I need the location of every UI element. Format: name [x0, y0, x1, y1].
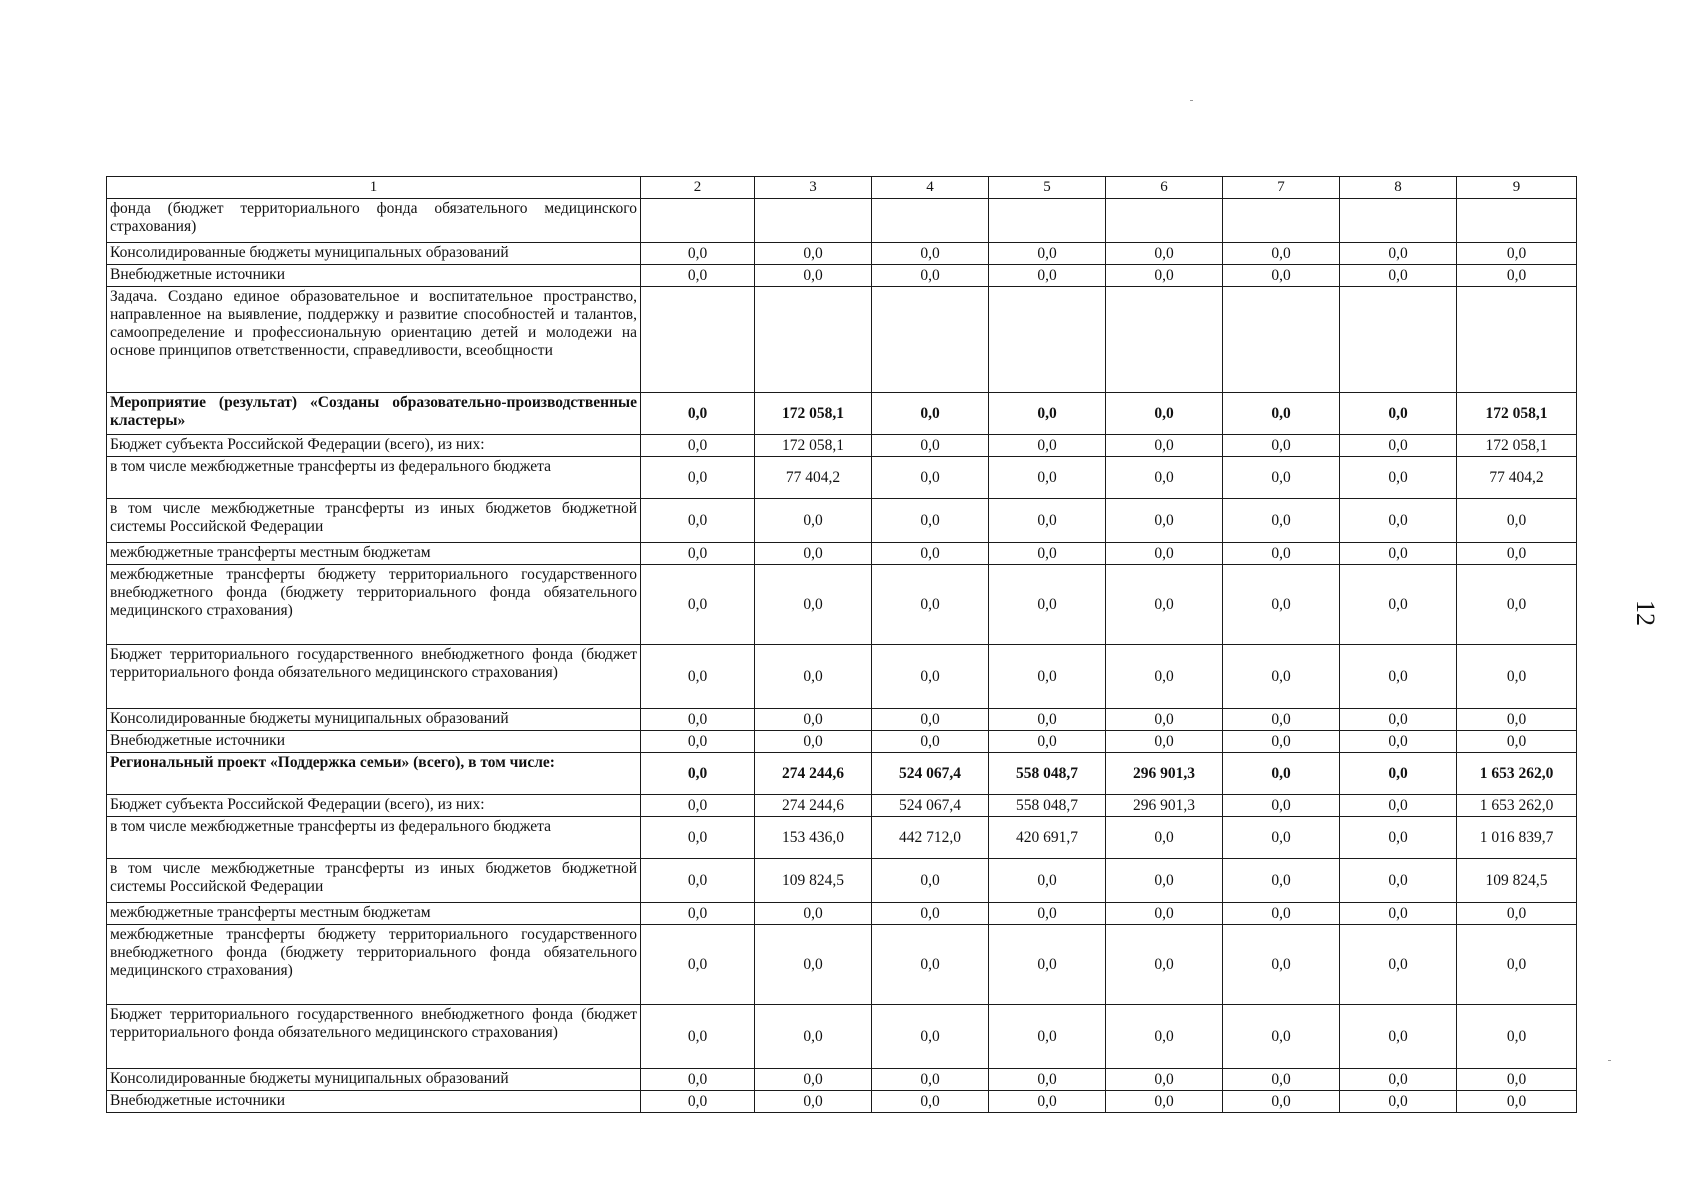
row-label: межбюджетные трансферты местным бюджетам: [107, 543, 641, 565]
value-cell-col-4: 0,0: [872, 265, 989, 287]
value-cell-col-5: 0,0: [989, 1005, 1106, 1069]
value-cell-col-7: 0,0: [1223, 565, 1340, 645]
column-number: 6: [1106, 177, 1223, 199]
value-cell-col-7: 0,0: [1223, 393, 1340, 435]
value-cell-col-2: 0,0: [641, 795, 755, 817]
value-cell-col-4: 0,0: [872, 859, 989, 903]
value-cell-col-4: 0,0: [872, 1069, 989, 1091]
row-label: в том числе межбюджетные трансферты из иных бюджетов бюджетной системы Российской Федерации: [107, 499, 641, 543]
value-cell-col-5: 0,0: [989, 731, 1106, 753]
value-cell-col-7: [1223, 287, 1340, 393]
value-cell-col-6: 296 901,3: [1106, 795, 1223, 817]
value-cell-col-6: [1106, 287, 1223, 393]
value-cell-col-7: 0,0: [1223, 731, 1340, 753]
value-cell-col-7: 0,0: [1223, 859, 1340, 903]
value-cell-col-2: 0,0: [641, 925, 755, 1005]
value-cell-col-2: 0,0: [641, 1091, 755, 1113]
value-cell-col-6: 0,0: [1106, 1005, 1223, 1069]
value-cell-col-9: 0,0: [1457, 499, 1577, 543]
value-cell-col-4: 0,0: [872, 393, 989, 435]
value-cell-col-6: 0,0: [1106, 393, 1223, 435]
value-cell-col-5: 0,0: [989, 859, 1106, 903]
value-cell-col-3: 172 058,1: [755, 393, 872, 435]
value-cell-col-4: 0,0: [872, 499, 989, 543]
value-cell-col-6: 0,0: [1106, 457, 1223, 499]
value-cell-col-6: 0,0: [1106, 925, 1223, 1005]
row-label: Бюджет субъекта Российской Федерации (всего), из них:: [107, 795, 641, 817]
value-cell-col-6: [1106, 199, 1223, 243]
value-cell-col-3: 0,0: [755, 565, 872, 645]
value-cell-col-4: 524 067,4: [872, 753, 989, 795]
value-cell-col-2: 0,0: [641, 457, 755, 499]
value-cell-col-8: 0,0: [1340, 435, 1457, 457]
value-cell-col-6: 0,0: [1106, 543, 1223, 565]
value-cell-col-9: 1 653 262,0: [1457, 795, 1577, 817]
value-cell-col-5: 0,0: [989, 565, 1106, 645]
row-label: Внебюджетные источники: [107, 1091, 641, 1113]
value-cell-col-9: 1 653 262,0: [1457, 753, 1577, 795]
value-cell-col-8: 0,0: [1340, 859, 1457, 903]
value-cell-col-7: 0,0: [1223, 265, 1340, 287]
table-row: [107, 795, 1577, 817]
value-cell-col-5: 0,0: [989, 925, 1106, 1005]
row-label: в том числе межбюджетные трансферты из федерального бюджета: [107, 457, 641, 499]
row-label: Бюджет субъекта Российской Федерации (всего), из них:: [107, 435, 641, 457]
row-label: межбюджетные трансферты бюджету территориального государственного внебюджетного фонда (бюджету территориального фонда обязательного медицинского страхования): [107, 565, 641, 645]
value-cell-col-5: [989, 287, 1106, 393]
value-cell-col-7: 0,0: [1223, 903, 1340, 925]
value-cell-col-4: [872, 199, 989, 243]
value-cell-col-5: [989, 199, 1106, 243]
scan-speck: [1190, 100, 1193, 101]
value-cell-col-9: 0,0: [1457, 1091, 1577, 1113]
value-cell-col-6: 0,0: [1106, 243, 1223, 265]
value-cell-col-6: 0,0: [1106, 859, 1223, 903]
value-cell-col-6: 0,0: [1106, 499, 1223, 543]
row-label: Региональный проект «Поддержка семьи» (всего), в том числе:: [107, 753, 641, 795]
value-cell-col-9: [1457, 199, 1577, 243]
value-cell-col-6: 0,0: [1106, 1091, 1223, 1113]
table-row: [107, 1069, 1577, 1091]
value-cell-col-2: 0,0: [641, 859, 755, 903]
table-row: [107, 435, 1577, 457]
value-cell-col-6: 0,0: [1106, 903, 1223, 925]
value-cell-col-9: 0,0: [1457, 645, 1577, 709]
table-row: [107, 393, 1577, 435]
value-cell-col-7: 0,0: [1223, 709, 1340, 731]
value-cell-col-5: 0,0: [989, 499, 1106, 543]
row-label: Задача. Создано единое образовательное и воспитательное пространство, направленное на выявление, поддержку и развитие способностей и талантов, самоопределение и профессиональную ориентацию детей и молодежи на основе принципов ответственности, справедливости, всеобщности: [107, 287, 641, 393]
value-cell-col-3: 153 436,0: [755, 817, 872, 859]
value-cell-col-5: 420 691,7: [989, 817, 1106, 859]
value-cell-col-6: 296 901,3: [1106, 753, 1223, 795]
value-cell-col-8: [1340, 287, 1457, 393]
value-cell-col-7: 0,0: [1223, 795, 1340, 817]
value-cell-col-8: 0,0: [1340, 565, 1457, 645]
value-cell-col-3: 0,0: [755, 499, 872, 543]
value-cell-col-2: 0,0: [641, 731, 755, 753]
row-label: в том числе межбюджетные трансферты из иных бюджетов бюджетной системы Российской Федерации: [107, 859, 641, 903]
value-cell-col-5: 0,0: [989, 903, 1106, 925]
value-cell-col-6: 0,0: [1106, 817, 1223, 859]
table-row: [107, 753, 1577, 795]
value-cell-col-4: 0,0: [872, 731, 989, 753]
value-cell-col-4: 0,0: [872, 709, 989, 731]
table-row: [107, 859, 1577, 903]
value-cell-col-9: 0,0: [1457, 925, 1577, 1005]
row-label: Консолидированные бюджеты муниципальных образований: [107, 243, 641, 265]
value-cell-col-9: 172 058,1: [1457, 393, 1577, 435]
table-body: [107, 177, 1577, 1113]
value-cell-col-9: 172 058,1: [1457, 435, 1577, 457]
value-cell-col-5: 0,0: [989, 1091, 1106, 1113]
value-cell-col-8: 0,0: [1340, 543, 1457, 565]
value-cell-col-2: [641, 287, 755, 393]
value-cell-col-3: 0,0: [755, 265, 872, 287]
value-cell-col-3: 0,0: [755, 1091, 872, 1113]
table-row: [107, 817, 1577, 859]
value-cell-col-4: 0,0: [872, 903, 989, 925]
value-cell-col-3: 274 244,6: [755, 753, 872, 795]
value-cell-col-2: 0,0: [641, 903, 755, 925]
table-row: [107, 287, 1577, 393]
value-cell-col-5: 0,0: [989, 1069, 1106, 1091]
value-cell-col-8: 0,0: [1340, 1005, 1457, 1069]
row-label: Бюджет территориального государственного внебюджетного фонда (бюджет территориального фонда обязательного медицинского страхования): [107, 1005, 641, 1069]
value-cell-col-9: 0,0: [1457, 709, 1577, 731]
value-cell-col-2: 0,0: [641, 645, 755, 709]
value-cell-col-4: 0,0: [872, 457, 989, 499]
value-cell-col-5: 0,0: [989, 709, 1106, 731]
value-cell-col-8: 0,0: [1340, 817, 1457, 859]
table-row: [107, 903, 1577, 925]
value-cell-col-4: 0,0: [872, 543, 989, 565]
table-row: [107, 565, 1577, 645]
value-cell-col-9: 0,0: [1457, 265, 1577, 287]
value-cell-col-3: 77 404,2: [755, 457, 872, 499]
column-number: 4: [872, 177, 989, 199]
value-cell-col-8: 0,0: [1340, 393, 1457, 435]
value-cell-col-4: 0,0: [872, 645, 989, 709]
value-cell-col-8: 0,0: [1340, 731, 1457, 753]
value-cell-col-2: 0,0: [641, 709, 755, 731]
value-cell-col-8: 0,0: [1340, 457, 1457, 499]
row-label: межбюджетные трансферты бюджету территориального государственного внебюджетного фонда (бюджету территориального фонда обязательного медицинского страхования): [107, 925, 641, 1005]
value-cell-col-7: 0,0: [1223, 435, 1340, 457]
value-cell-col-4: [872, 287, 989, 393]
row-label: Консолидированные бюджеты муниципальных образований: [107, 1069, 641, 1091]
value-cell-col-2: 0,0: [641, 1069, 755, 1091]
value-cell-col-3: 0,0: [755, 543, 872, 565]
value-cell-col-4: 524 067,4: [872, 795, 989, 817]
value-cell-col-3: 274 244,6: [755, 795, 872, 817]
value-cell-col-4: 442 712,0: [872, 817, 989, 859]
value-cell-col-7: 0,0: [1223, 457, 1340, 499]
value-cell-col-3: 0,0: [755, 903, 872, 925]
value-cell-col-9: 0,0: [1457, 903, 1577, 925]
value-cell-col-6: 0,0: [1106, 265, 1223, 287]
row-label: Мероприятие (результат) «Созданы образовательно-производственные кластеры»: [107, 393, 641, 435]
value-cell-col-9: 1 016 839,7: [1457, 817, 1577, 859]
value-cell-col-8: 0,0: [1340, 709, 1457, 731]
value-cell-col-9: 0,0: [1457, 1069, 1577, 1091]
table-row: [107, 1005, 1577, 1069]
value-cell-col-9: 0,0: [1457, 565, 1577, 645]
table-row: [107, 709, 1577, 731]
value-cell-col-9: 109 824,5: [1457, 859, 1577, 903]
column-number: 3: [755, 177, 872, 199]
value-cell-col-7: 0,0: [1223, 1005, 1340, 1069]
value-cell-col-5: 0,0: [989, 265, 1106, 287]
value-cell-col-2: 0,0: [641, 243, 755, 265]
value-cell-col-2: 0,0: [641, 753, 755, 795]
row-label: Внебюджетные источники: [107, 731, 641, 753]
value-cell-col-8: [1340, 199, 1457, 243]
value-cell-col-3: 0,0: [755, 645, 872, 709]
value-cell-col-2: 0,0: [641, 435, 755, 457]
value-cell-col-3: 0,0: [755, 925, 872, 1005]
value-cell-col-7: 0,0: [1223, 243, 1340, 265]
value-cell-col-3: [755, 287, 872, 393]
value-cell-col-2: [641, 199, 755, 243]
value-cell-col-3: 0,0: [755, 243, 872, 265]
value-cell-col-3: [755, 199, 872, 243]
value-cell-col-7: 0,0: [1223, 1091, 1340, 1113]
value-cell-col-3: 172 058,1: [755, 435, 872, 457]
budget-table: [106, 176, 1577, 1113]
value-cell-col-3: 0,0: [755, 1069, 872, 1091]
value-cell-col-4: 0,0: [872, 435, 989, 457]
table-row: [107, 499, 1577, 543]
row-label: Внебюджетные источники: [107, 265, 641, 287]
column-number: 2: [641, 177, 755, 199]
value-cell-col-5: 0,0: [989, 645, 1106, 709]
table-row: [107, 543, 1577, 565]
value-cell-col-8: 0,0: [1340, 795, 1457, 817]
column-number: 5: [989, 177, 1106, 199]
value-cell-col-8: 0,0: [1340, 903, 1457, 925]
value-cell-col-9: 0,0: [1457, 543, 1577, 565]
value-cell-col-6: 0,0: [1106, 1069, 1223, 1091]
table-row: [107, 243, 1577, 265]
value-cell-col-8: 0,0: [1340, 925, 1457, 1005]
row-label: фонда (бюджет территориального фонда обязательного медицинского страхования): [107, 199, 641, 243]
scan-speck: [1608, 1060, 1611, 1061]
value-cell-col-6: 0,0: [1106, 435, 1223, 457]
value-cell-col-3: 0,0: [755, 709, 872, 731]
row-label: в том числе межбюджетные трансферты из федерального бюджета: [107, 817, 641, 859]
value-cell-col-8: 0,0: [1340, 499, 1457, 543]
value-cell-col-4: 0,0: [872, 1005, 989, 1069]
table-row: [107, 925, 1577, 1005]
value-cell-col-4: 0,0: [872, 925, 989, 1005]
value-cell-col-3: 0,0: [755, 1005, 872, 1069]
value-cell-col-2: 0,0: [641, 1005, 755, 1069]
value-cell-col-5: 0,0: [989, 435, 1106, 457]
table-row: [107, 265, 1577, 287]
value-cell-col-5: 558 048,7: [989, 795, 1106, 817]
value-cell-col-4: 0,0: [872, 243, 989, 265]
value-cell-col-7: 0,0: [1223, 499, 1340, 543]
page-number: 12: [1631, 600, 1660, 626]
value-cell-col-8: 0,0: [1340, 1069, 1457, 1091]
value-cell-col-8: 0,0: [1340, 753, 1457, 795]
column-number-row: [107, 177, 1577, 199]
table-row: [107, 731, 1577, 753]
value-cell-col-5: 558 048,7: [989, 753, 1106, 795]
value-cell-col-9: 0,0: [1457, 243, 1577, 265]
value-cell-col-2: 0,0: [641, 817, 755, 859]
value-cell-col-2: 0,0: [641, 565, 755, 645]
value-cell-col-4: 0,0: [872, 565, 989, 645]
value-cell-col-7: 0,0: [1223, 925, 1340, 1005]
value-cell-col-6: 0,0: [1106, 731, 1223, 753]
value-cell-col-8: 0,0: [1340, 265, 1457, 287]
value-cell-col-5: 0,0: [989, 457, 1106, 499]
value-cell-col-7: 0,0: [1223, 1069, 1340, 1091]
row-label: Бюджет территориального государственного внебюджетного фонда (бюджет территориального фонда обязательного медицинского страхования): [107, 645, 641, 709]
column-number: 1: [107, 177, 641, 199]
value-cell-col-9: 0,0: [1457, 731, 1577, 753]
value-cell-col-7: 0,0: [1223, 645, 1340, 709]
value-cell-col-6: 0,0: [1106, 645, 1223, 709]
value-cell-col-7: [1223, 199, 1340, 243]
column-number: 8: [1340, 177, 1457, 199]
value-cell-col-8: 0,0: [1340, 1091, 1457, 1113]
value-cell-col-7: 0,0: [1223, 817, 1340, 859]
value-cell-col-3: 0,0: [755, 731, 872, 753]
value-cell-col-5: 0,0: [989, 543, 1106, 565]
value-cell-col-8: 0,0: [1340, 243, 1457, 265]
value-cell-col-9: [1457, 287, 1577, 393]
row-label: межбюджетные трансферты местным бюджетам: [107, 903, 641, 925]
value-cell-col-2: 0,0: [641, 499, 755, 543]
value-cell-col-5: 0,0: [989, 393, 1106, 435]
table-row: [107, 1091, 1577, 1113]
value-cell-col-9: 77 404,2: [1457, 457, 1577, 499]
value-cell-col-9: 0,0: [1457, 1005, 1577, 1069]
value-cell-col-3: 109 824,5: [755, 859, 872, 903]
value-cell-col-5: 0,0: [989, 243, 1106, 265]
row-label: Консолидированные бюджеты муниципальных образований: [107, 709, 641, 731]
table-row: [107, 457, 1577, 499]
value-cell-col-8: 0,0: [1340, 645, 1457, 709]
value-cell-col-7: 0,0: [1223, 753, 1340, 795]
column-number: 7: [1223, 177, 1340, 199]
column-number: 9: [1457, 177, 1577, 199]
value-cell-col-2: 0,0: [641, 393, 755, 435]
table-row: [107, 199, 1577, 243]
value-cell-col-7: 0,0: [1223, 543, 1340, 565]
value-cell-col-2: 0,0: [641, 543, 755, 565]
value-cell-col-6: 0,0: [1106, 565, 1223, 645]
value-cell-col-4: 0,0: [872, 1091, 989, 1113]
value-cell-col-6: 0,0: [1106, 709, 1223, 731]
value-cell-col-2: 0,0: [641, 265, 755, 287]
table-row: [107, 645, 1577, 709]
